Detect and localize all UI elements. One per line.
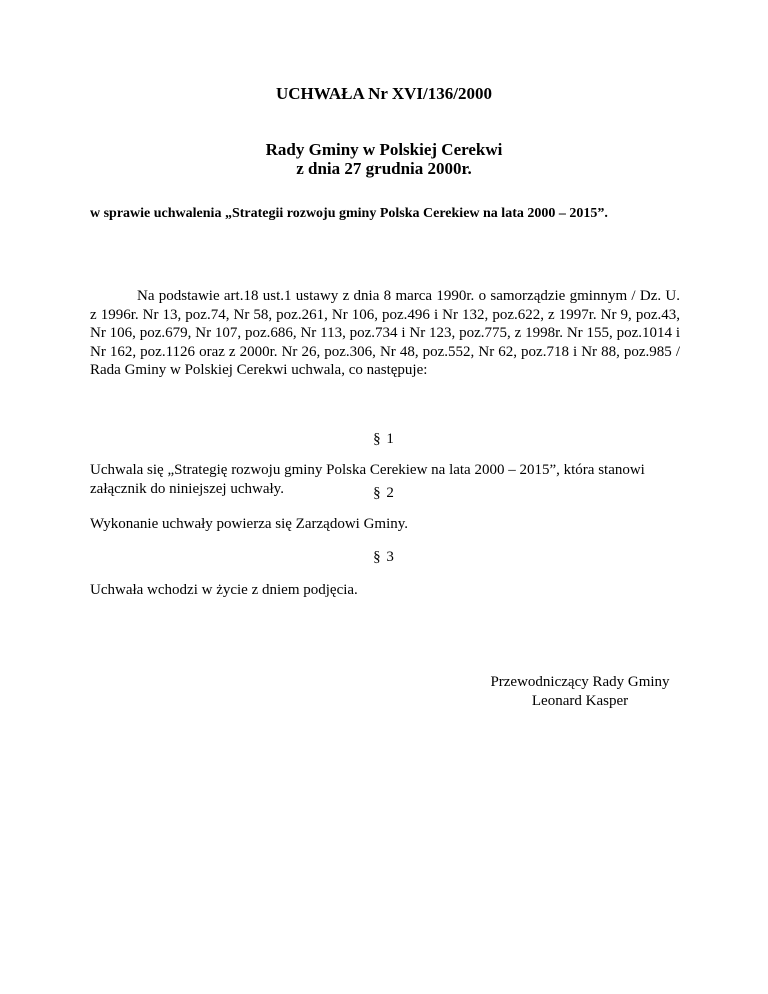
signatory-name: Leonard Kasper — [531, 692, 629, 709]
section-1-text: Uchwala się „Strategię rozwoju gminy Polska Cerekiew na lata 2000 – 2015”, która stanowi załącznik do niniejszej uchwały. — [90, 462, 645, 497]
section-2-text: Wykonanie uchwały powierza się Zarządowi Gminy. — [90, 516, 409, 532]
section-2-mark: § 2 — [373, 485, 395, 501]
issuer-block — [0, 140, 768, 178]
section-1-mark: § 1 — [373, 431, 395, 447]
issue-date: z dnia 27 grudnia 2000r. — [296, 159, 472, 178]
legal-basis-preamble: Na podstawie art.18 ust.1 ustawy z dnia 8 marca 1990r. o samorządzie gminnym / Dz. U. z 1996r. Nr 13, poz.74, Nr 58, poz.261, Nr 106, poz.496 i Nr 132, poz.622, z 1997r. Nr 9, poz.43, Nr 106, poz.679, Nr 107, poz.686, Nr 113, poz.734 i Nr 123, poz.775, z 1998r. Nr 155, poz.1014 i Nr 162, poz.1126 oraz z 2000r. Nr 26, poz.306, Nr 48, poz.552, Nr 62, poz.718 i Nr 88, poz.985 / Rada Gminy w Polskiej Cerekwi uchwala, co następuje: — [90, 288, 680, 379]
resolution-subject: w sprawie uchwalenia „Strategii rozwoju gminy Polska Cerekiew na lata 2000 – 2015”. — [90, 206, 608, 221]
section-3-text: Uchwała wchodzi w życie z dniem podjęcia. — [90, 582, 358, 598]
issuer-name: Rady Gminy w Polskiej Cerekwi — [265, 140, 503, 159]
signatory-role: Przewodniczący Rady Gminy — [490, 674, 670, 690]
signature-block — [455, 673, 705, 710]
section-3-mark: § 3 — [373, 549, 395, 565]
resolution-title: UCHWAŁA Nr XVI/136/2000 — [276, 84, 492, 103]
